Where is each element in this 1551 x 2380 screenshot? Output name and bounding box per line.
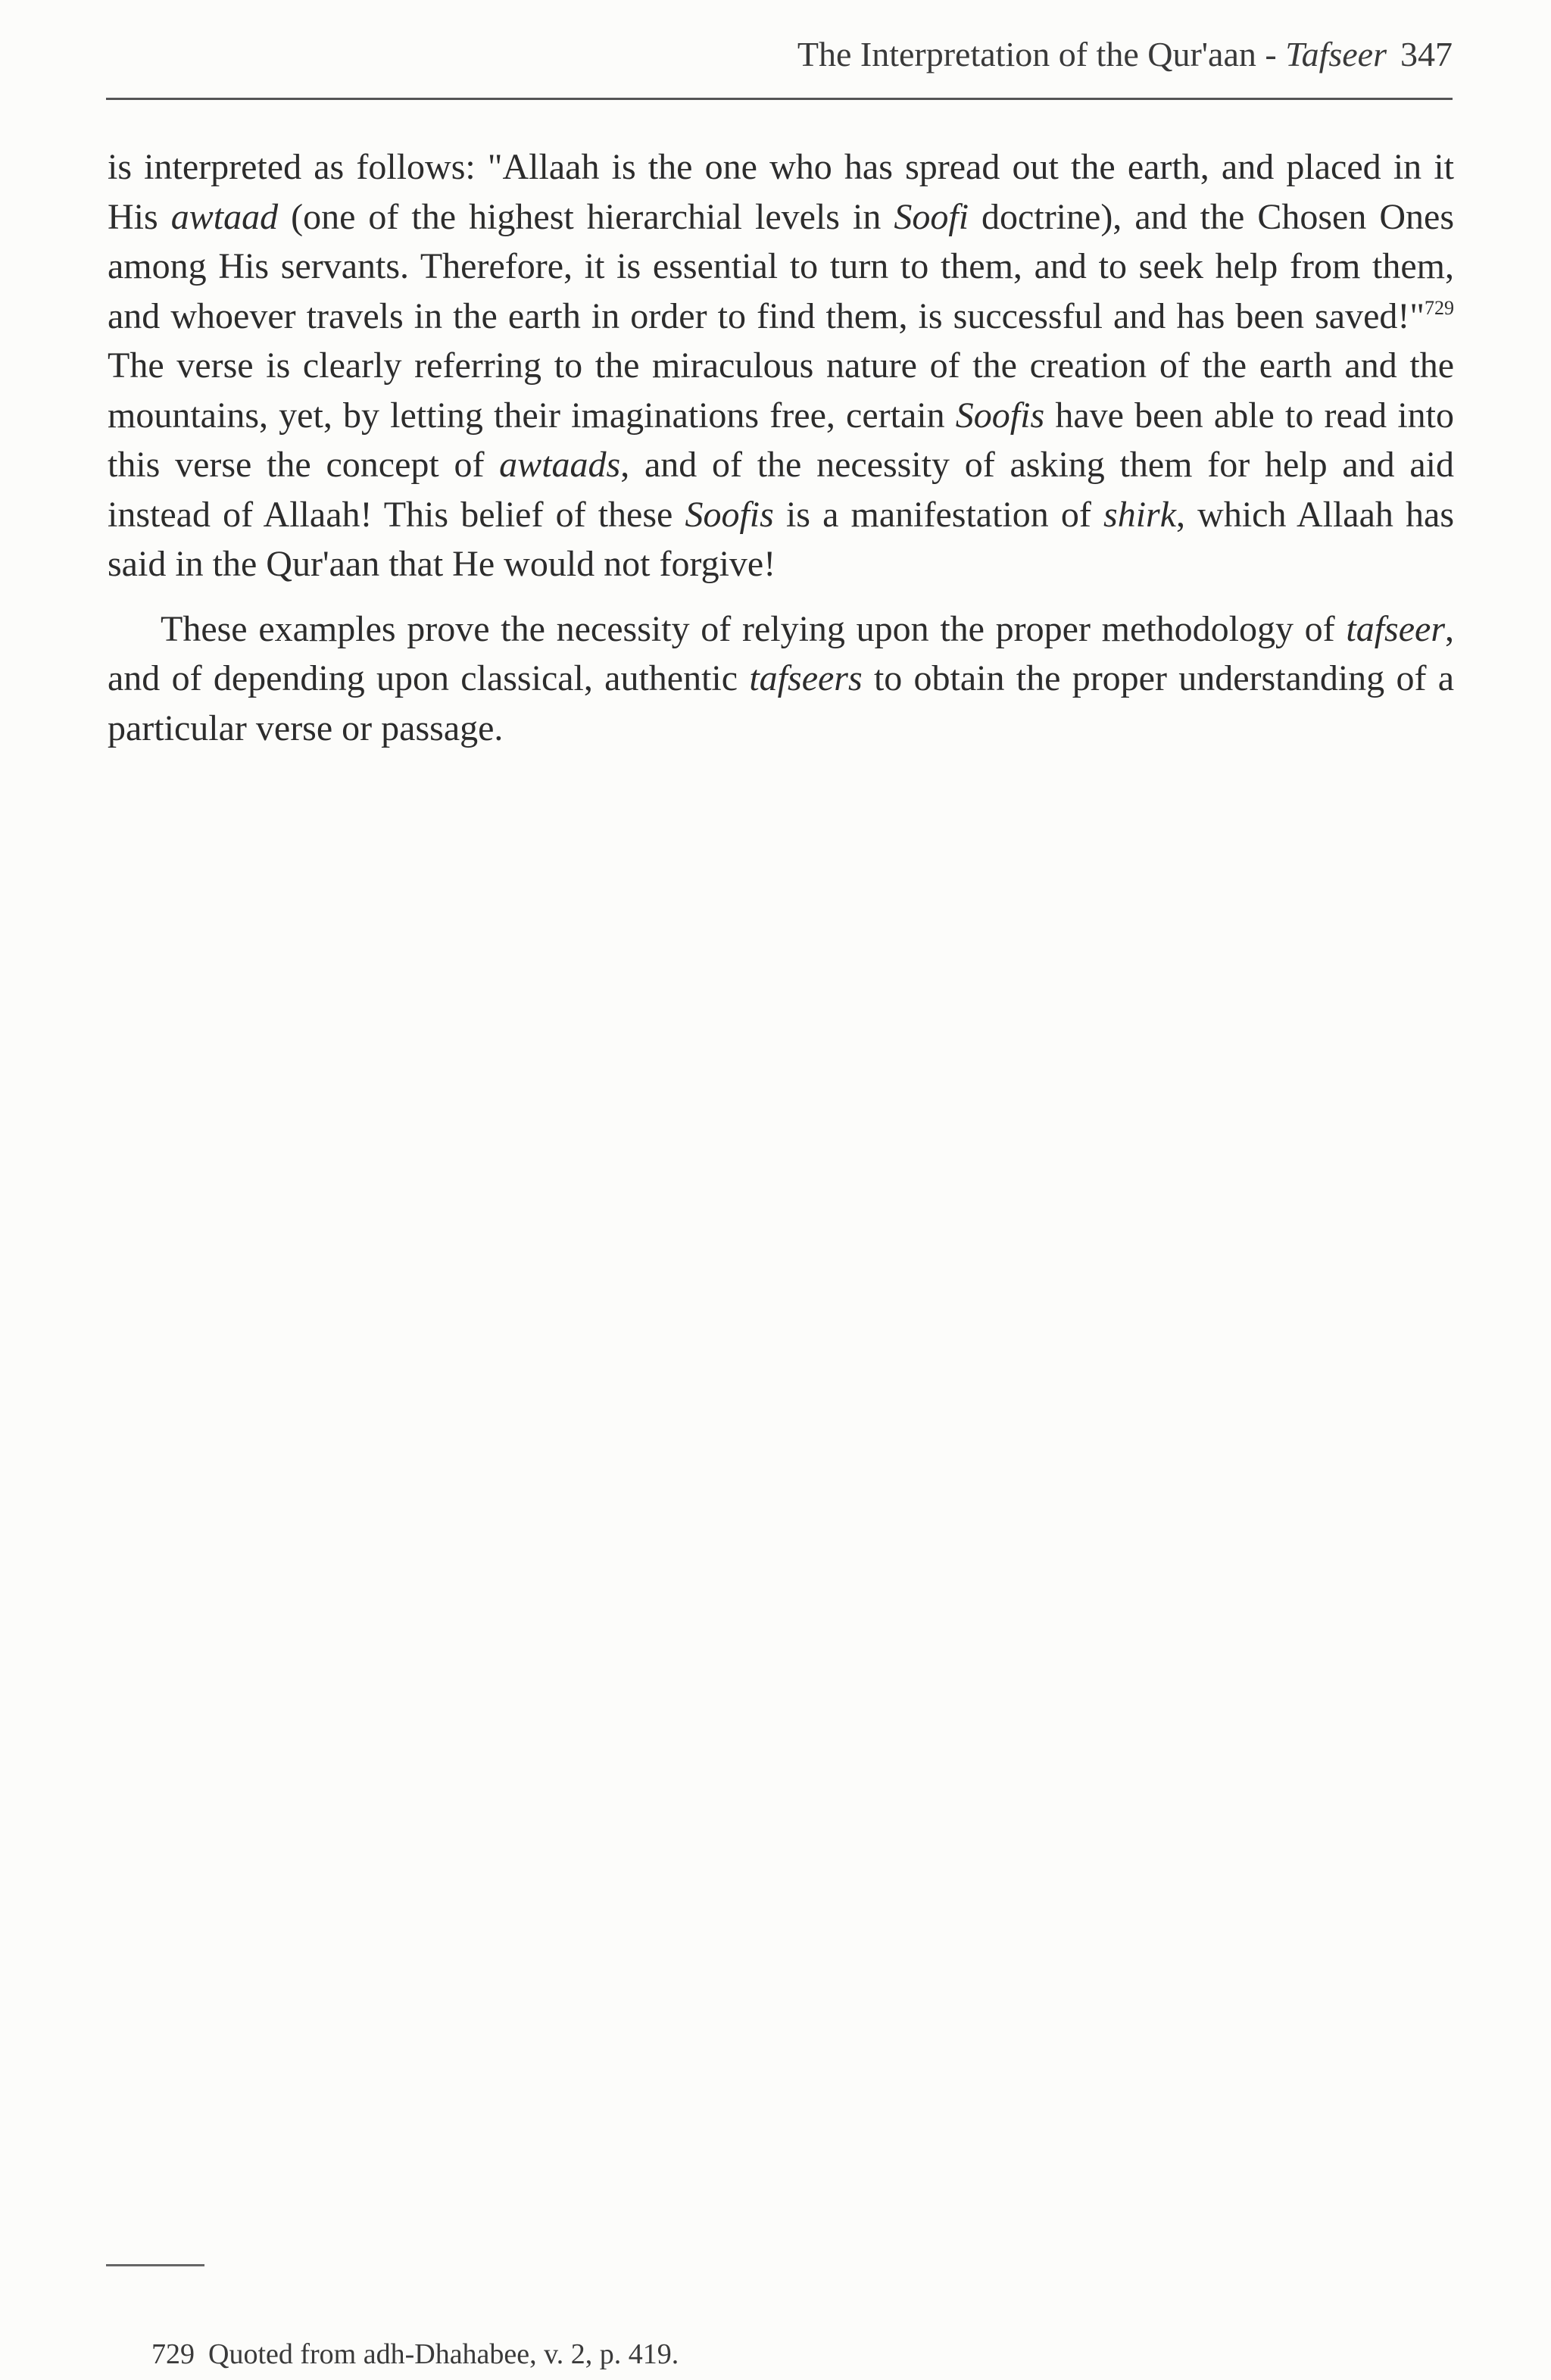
text-run: , and of the necessity of asking them for help and aid instead of Allaah! This belief of these (108, 445, 1454, 535)
footnote-number: 729 (151, 2338, 195, 2370)
paragraph (108, 604, 1454, 754)
italic-term: Soofi (894, 196, 969, 237)
header-title-italic: Tafseer (1285, 35, 1387, 73)
body-text (108, 142, 1454, 753)
text-run: is interpreted as follows: "Allaah is the one who has spread out the earth, and placed in it His (108, 147, 1454, 237)
text-run: The verse is clearly referring to the miraculous nature of the creation of the earth and the mountains, yet, by letting their imaginations free, certain (108, 345, 1454, 436)
italic-term: Soofis (955, 395, 1045, 436)
page-number: 347 (1400, 35, 1453, 73)
footnote (151, 2339, 679, 2369)
text-run: have been able to read into this verse the concept of (108, 395, 1454, 485)
italic-term: Soofis (685, 494, 774, 535)
footnote-ref: 729 (1425, 296, 1454, 319)
header-title: The Interpretation of the Qur'aan - (797, 35, 1286, 73)
running-header (106, 35, 1453, 73)
footnote-rule (106, 2264, 204, 2266)
italic-term: shirk (1103, 494, 1177, 535)
italic-term: awtaads (499, 445, 621, 485)
text-run: to obtain the proper understanding of a particular verse or passage. (108, 658, 1454, 748)
italic-term: tafseers (749, 658, 863, 698)
italic-term: tafseer (1346, 608, 1445, 649)
text-run: doctrine), and the Chosen Ones among His servants. Therefore, it is essential to turn to them, and to seek help from them, and whoever travels in the earth in order to find them, is successful and has been saved!" (108, 196, 1455, 336)
text-run: , which Allaah has said in the Qur'aan that He would not forgive! (108, 494, 1454, 584)
header-rule (106, 98, 1453, 100)
text-run: is a manifestation of (773, 494, 1104, 535)
text-run: (one of the highest hierarchial levels in (278, 196, 894, 237)
paragraph (108, 142, 1454, 589)
text-run: These examples prove the necessity of relying upon the proper methodology of (161, 608, 1347, 649)
footnote-text: Quoted from adh-Dhahabee, v. 2, p. 419. (208, 2338, 679, 2370)
text-run: , and of depending upon classical, authentic (108, 608, 1454, 698)
italic-term: awtaad (170, 196, 279, 237)
